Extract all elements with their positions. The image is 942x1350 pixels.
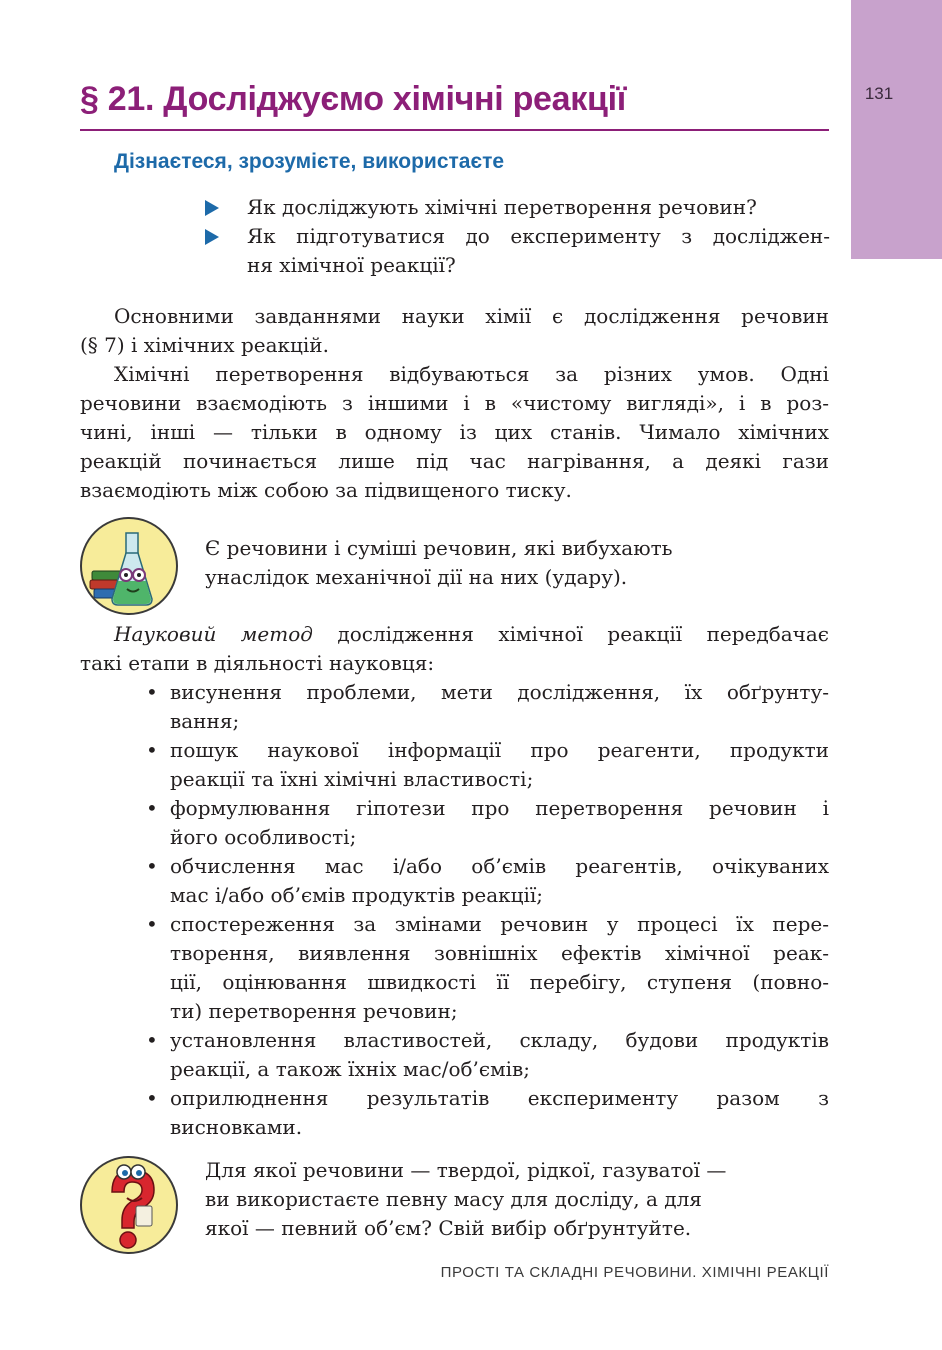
question-mark-character-icon — [80, 1156, 178, 1254]
section-title: § 21. Досліджуємо хімічні реакції — [80, 80, 627, 118]
chapter-side-tab — [851, 0, 942, 259]
research-stages-list — [146, 678, 829, 1142]
triangle-bullet-icon — [205, 200, 219, 216]
running-footer: ПРОСТІ ТА СКЛАДНІ РЕЧОВИНИ. ХІМІЧНІ РЕАКЦІЇ — [440, 1264, 829, 1281]
list-item: • висунення проблеми, мети дослідження, їх обґрунту- вання; — [146, 680, 829, 733]
learning-question: Як досліджують хімічні перетворення речовин? — [205, 193, 830, 222]
explosive-substances-note: Є речовини і суміші речовин, які вибухають унаслідок механічної дії на них (удару). — [205, 536, 673, 589]
list-item: • спостереження за змінами речовин у процесі їх пере- творення, виявлення зовнішніх ефектів хімічної реак- ції, оцінювання швидкості її перебігу, ступеня (повно- ти) перетворення речовин; — [146, 912, 829, 1023]
task-question: Для якої речовини — твердої, рідкої, газуватої — ви використаєте певну масу для досліду, а для якої — певний об’єм? Свій вибір обґрунтуйте. — [205, 1158, 727, 1240]
conditions-paragraph: Хімічні перетворення відбуваються за різних умов. Одні речовини взаємодіють з іншими і в «чистому вигляді», і в роз- чині, інші — тільки в одному із цих станів. Чимало хімічних реакцій починається лише під час нагрівання, а деякі гази взаємодіють між собою за підвищеного тиску. — [80, 362, 829, 502]
scientific-method-term: Науковий метод — [114, 622, 313, 646]
triangle-bullet-icon — [205, 229, 219, 245]
list-item: • пошук наукової інформації про реагенти, продукти реакції та їхні хімічні властивості; — [146, 738, 829, 791]
list-item: • установлення властивостей, складу, будови продуктів реакції, а також їхніх мас/об’ємів; — [146, 1028, 829, 1081]
learning-goals-heading: Дізнаєтеся, зрозумієте, використаєте — [114, 150, 505, 173]
page-number: 131 — [864, 84, 894, 103]
title-divider — [80, 129, 829, 131]
list-item: • обчислення мас і/або об’ємів реагентів, очікуваних мас і/або об’ємів продуктів реакції; — [146, 854, 829, 907]
learning-questions-list — [205, 193, 830, 280]
list-item: • оприлюднення результатів експерименту разом з висновками. — [146, 1086, 829, 1139]
intro-paragraph: Основними завданнями науки хімії є дослідження речовин (§ 7) і хімічних реакцій. — [80, 304, 829, 357]
learning-question: Як підготуватися до експерименту з досліджен- ня хімічної реакції? — [205, 222, 830, 280]
scientific-method-paragraph: Науковий метод дослідження хімічної реакції передбачає такі етапи в діяльності науковця: — [80, 622, 830, 675]
chemistry-flask-books-icon — [80, 517, 178, 615]
list-item: • формулювання гіпотези про перетворення речовин і його особливості; — [146, 796, 829, 849]
